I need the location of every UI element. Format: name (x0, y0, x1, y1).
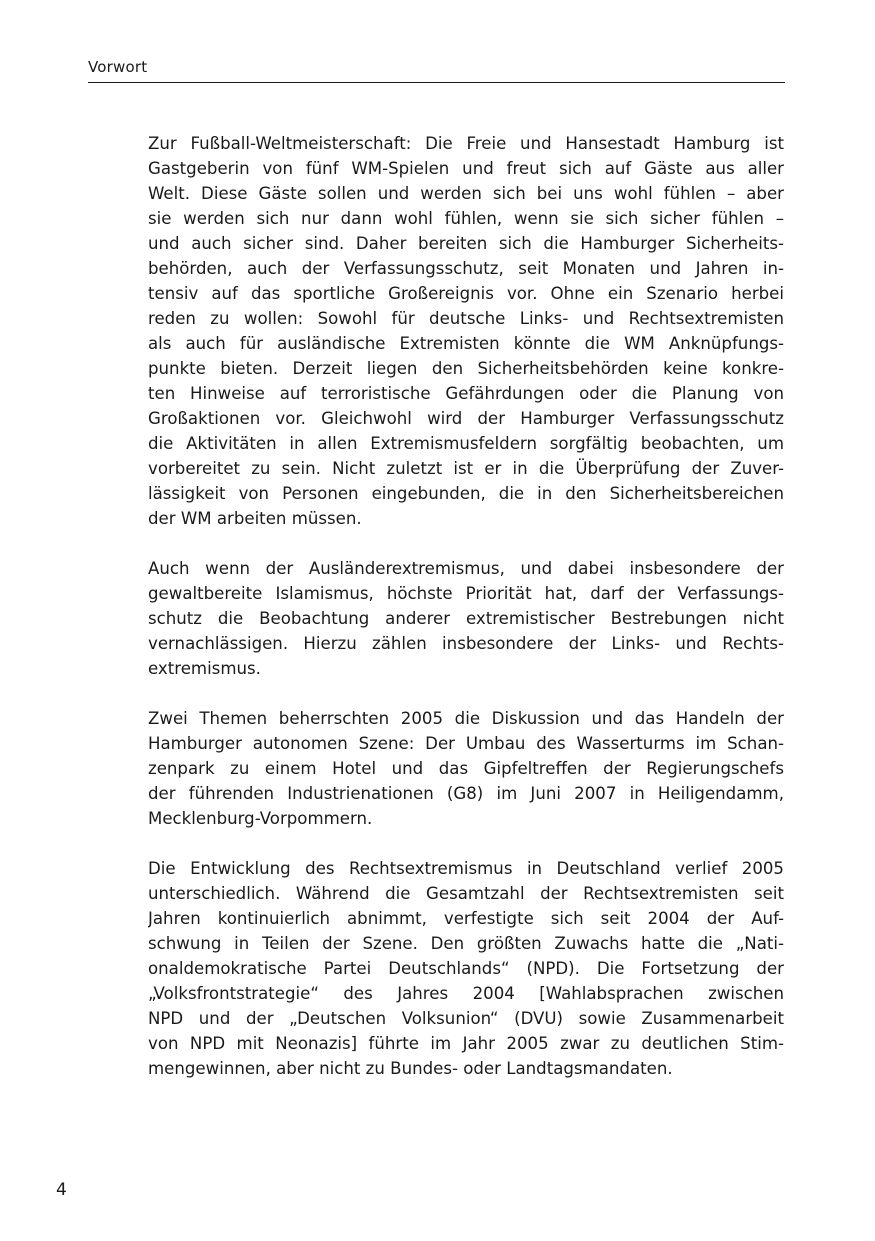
text-line: vernachlässigen. Hierzu zählen insbesondere der Links- und Rechts- (148, 634, 784, 653)
text-line: Zwei Themen beherrschten 2005 die Diskussion und das Handeln der (148, 709, 784, 728)
text-line: reden zu wollen: Sowohl für deutsche Links- und Rechtsextremisten (148, 309, 784, 328)
page-number: 4 (56, 1180, 67, 1200)
text-line: vorbereitet zu sein. Nicht zuletzt ist er in die Überprüfung der Zuver- (148, 459, 784, 478)
text-line: lässigkeit von Personen eingebunden, die in den Sicherheitsbereichen (148, 484, 784, 503)
body-text (148, 131, 784, 1106)
paragraph (148, 556, 784, 681)
text-line: mengewinnen, aber nicht zu Bundes- oder Landtagsmandaten. (148, 1059, 673, 1078)
text-line: gewaltbereite Islamismus, höchste Priorität hat, darf der Verfassungs- (148, 584, 784, 603)
text-line: Jahren kontinuierlich abnimmt, verfestigte sich seit 2004 der Auf- (148, 909, 784, 928)
paragraph (148, 131, 784, 531)
text-line: Zur Fußball-Weltmeisterschaft: Die Freie und Hansestadt Hamburg ist (148, 134, 784, 153)
text-line: Hamburger autonomen Szene: Der Umbau des Wasserturms im Schan- (148, 734, 784, 753)
text-line: onaldemokratische Partei Deutschlands“ (NPD). Die Fortsetzung der (148, 959, 784, 978)
text-line: ten Hinweise auf terroristische Gefährdungen oder die Planung von (148, 384, 784, 403)
text-line: der führenden Industrienationen (G8) im Juni 2007 in Heiligendamm, (148, 784, 784, 803)
text-line: von NPD mit Neonazis] führte im Jahr 2005 zwar zu deutlichen Stim- (148, 1034, 784, 1053)
text-line: Gastgeberin von fünf WM-Spielen und freut sich auf Gäste aus aller (148, 159, 784, 178)
text-line: Die Entwicklung des Rechtsextremismus in Deutschland verlief 2005 (148, 859, 784, 878)
paragraph (148, 706, 784, 831)
text-line: als auch für ausländische Extremisten könnte die WM Anknüpfungs- (148, 334, 784, 353)
text-line: „Volksfrontstrategie“ des Jahres 2004 [Wahlabsprachen zwischen (148, 984, 784, 1003)
text-line: schwung in Teilen der Szene. Den größten Zuwachs hatte die „Nati- (148, 934, 784, 953)
text-line: Großaktionen vor. Gleichwohl wird der Hamburger Verfassungsschutz (148, 409, 784, 428)
text-line: tensiv auf das sportliche Großereignis vor. Ohne ein Szenario herbei (148, 284, 784, 303)
text-line: sie werden sich nur dann wohl fühlen, wenn sie sich sicher fühlen – (148, 209, 784, 228)
text-line: Welt. Diese Gäste sollen und werden sich bei uns wohl fühlen – aber (148, 184, 784, 203)
text-line: die Aktivitäten in allen Extremismusfeldern sorgfältig beobachten, um (148, 434, 784, 453)
paragraph (148, 856, 784, 1081)
text-line: extremismus. (148, 659, 261, 678)
header-divider (88, 82, 785, 83)
text-line: punkte bieten. Derzeit liegen den Sicherheitsbehörden keine konkre- (148, 359, 784, 378)
text-line: schutz die Beobachtung anderer extremistischer Bestrebungen nicht (148, 609, 784, 628)
running-header: Vorwort (88, 58, 148, 76)
text-line: NPD und der „Deutschen Volksunion“ (DVU) sowie Zusammenarbeit (148, 1009, 784, 1028)
text-line: und auch sicher sind. Daher bereiten sich die Hamburger Sicherheits- (148, 234, 784, 253)
text-line: zenpark zu einem Hotel und das Gipfeltreffen der Regierungschefs (148, 759, 784, 778)
text-line: behörden, auch der Verfassungsschutz, seit Monaten und Jahren in- (148, 259, 784, 278)
text-line: Mecklenburg-Vorpommern. (148, 809, 373, 828)
text-line: der WM arbeiten müssen. (148, 509, 362, 528)
text-line: unterschiedlich. Während die Gesamtzahl der Rechtsextremisten seit (148, 884, 784, 903)
text-line: Auch wenn der Ausländerextremismus, und dabei insbesondere der (148, 559, 784, 578)
